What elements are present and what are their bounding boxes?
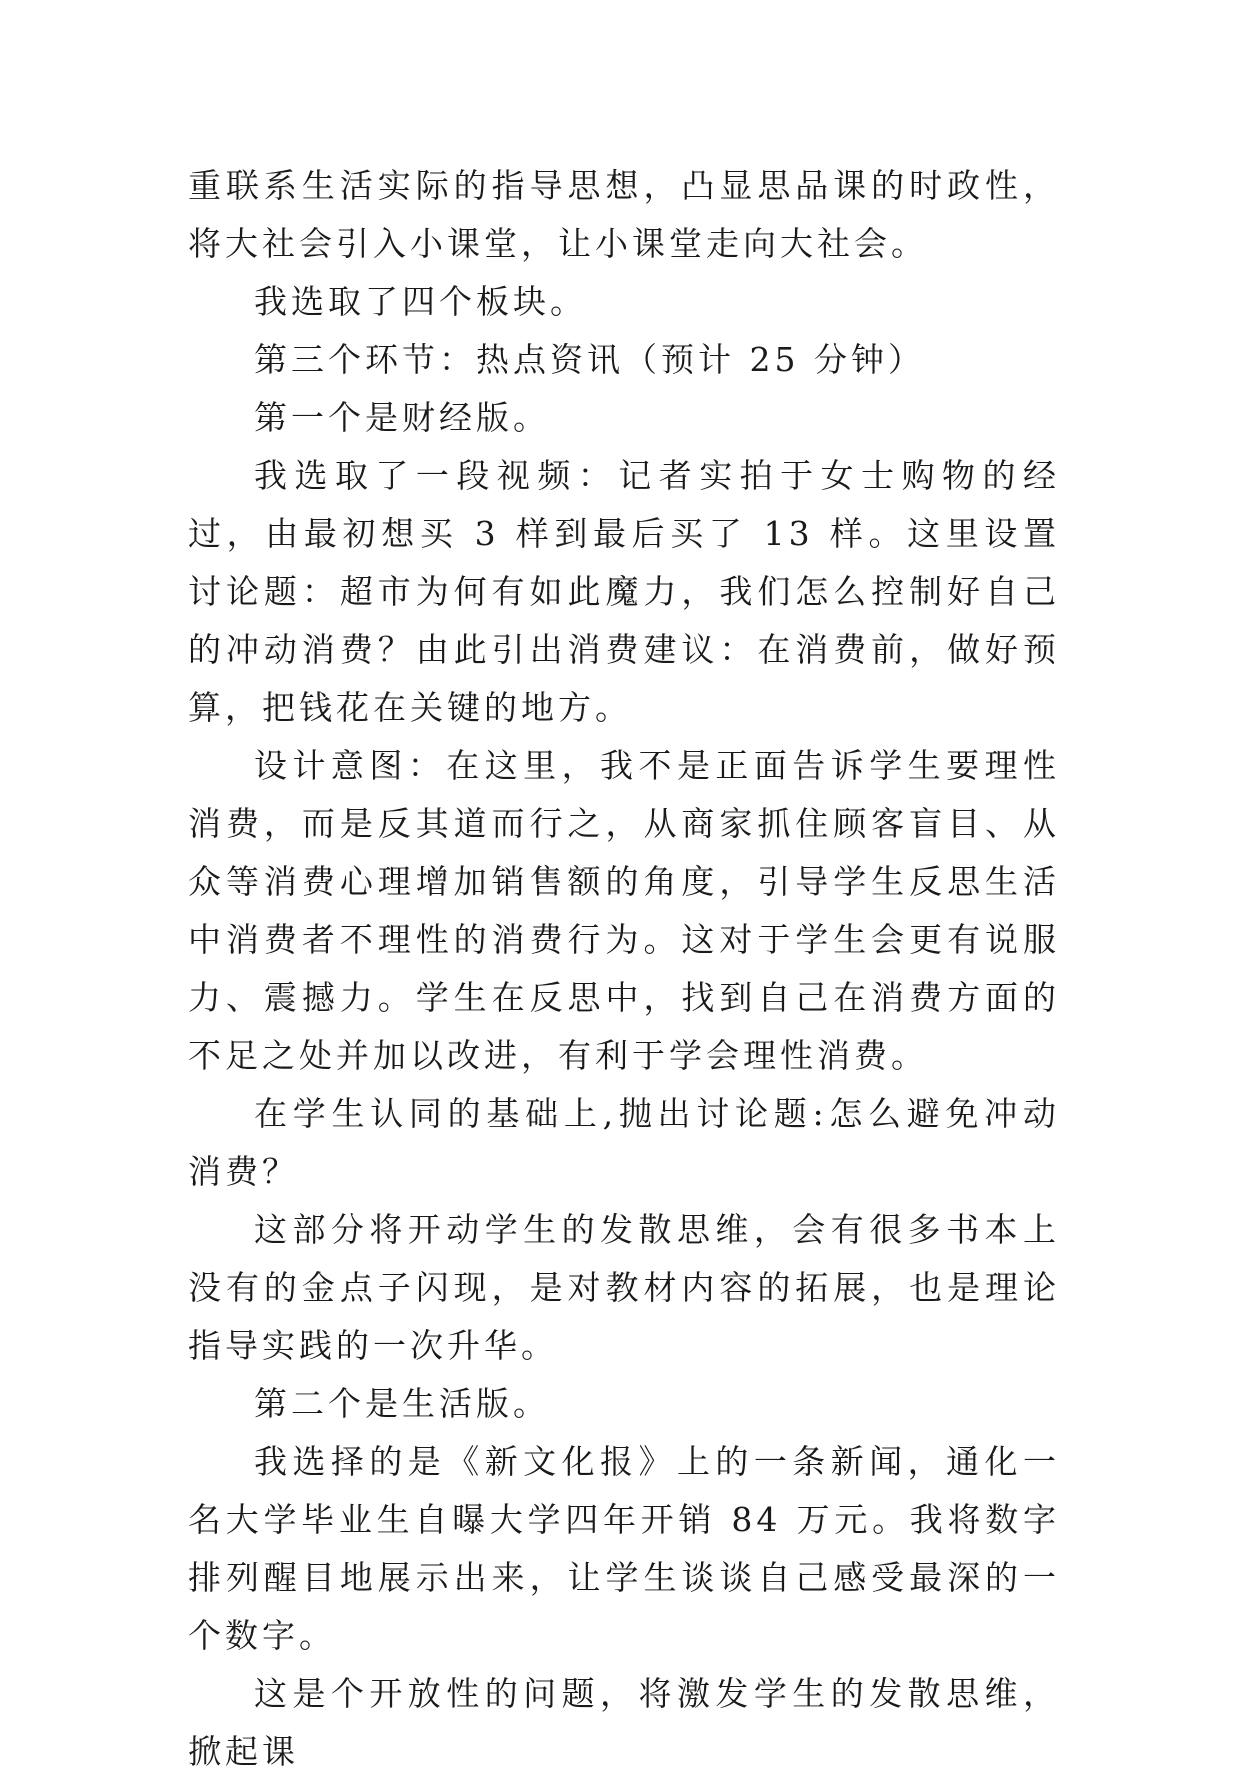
paragraph-6: 设计意图：在这里，我不是正面告诉学生要理性消费，而是反其道而行之，从商家抓住顾客盲目、从众等消费心理增加销售额的角度，引导学生反思生活中消费者不理性的消费行为。这对于学生会更有说服力、震撼力。学生在反思中，找到自己在消费方面的不足之处并加以改进，有利于学会理性消费。 (188, 746, 1060, 1075)
paragraph-9: 第二个是生活版。 (254, 1384, 550, 1423)
paragraph-10: 我选择的是《新文化报》上的一条新闻，通化一名大学毕业生自曝大学四年开销 84 万元。我将数字排列醒目地展示出来，让学生谈谈自己感受最深的一个数字。 (188, 1442, 1060, 1655)
paragraph-2: 我选取了四个板块。 (254, 282, 587, 321)
paragraph-5: 我选取了一段视频：记者实拍于女士购物的经过，由最初想买 3 样到最后买了 13 样。这里设置讨论题：超市为何有如此魔力，我们怎么控制好自己的冲动消费？由此引出消费建议：在消费前，做好预算，把钱花在关键的地方。 (188, 456, 1060, 727)
paragraph-3: 第三个环节：热点资讯（预计 25 分钟） (254, 340, 925, 379)
body-text (188, 157, 1060, 1781)
paragraph-1: 重联系生活实际的指导思想，凸显思品课的时政性，将大社会引入小课堂，让小课堂走向大社会。 (188, 166, 1060, 263)
paragraph-4: 第一个是财经版。 (254, 398, 550, 437)
paragraph-11: 这是个开放性的问题，将激发学生的发散思维，掀起课 (188, 1674, 1060, 1771)
paragraph-8: 这部分将开动学生的发散思维，会有很多书本上没有的金点子闪现，是对教材内容的拓展，也是理论指导实践的一次升华。 (188, 1210, 1060, 1365)
paragraph-7: 在学生认同的基础上,抛出讨论题:怎么避免冲动消费？ (188, 1094, 1060, 1191)
